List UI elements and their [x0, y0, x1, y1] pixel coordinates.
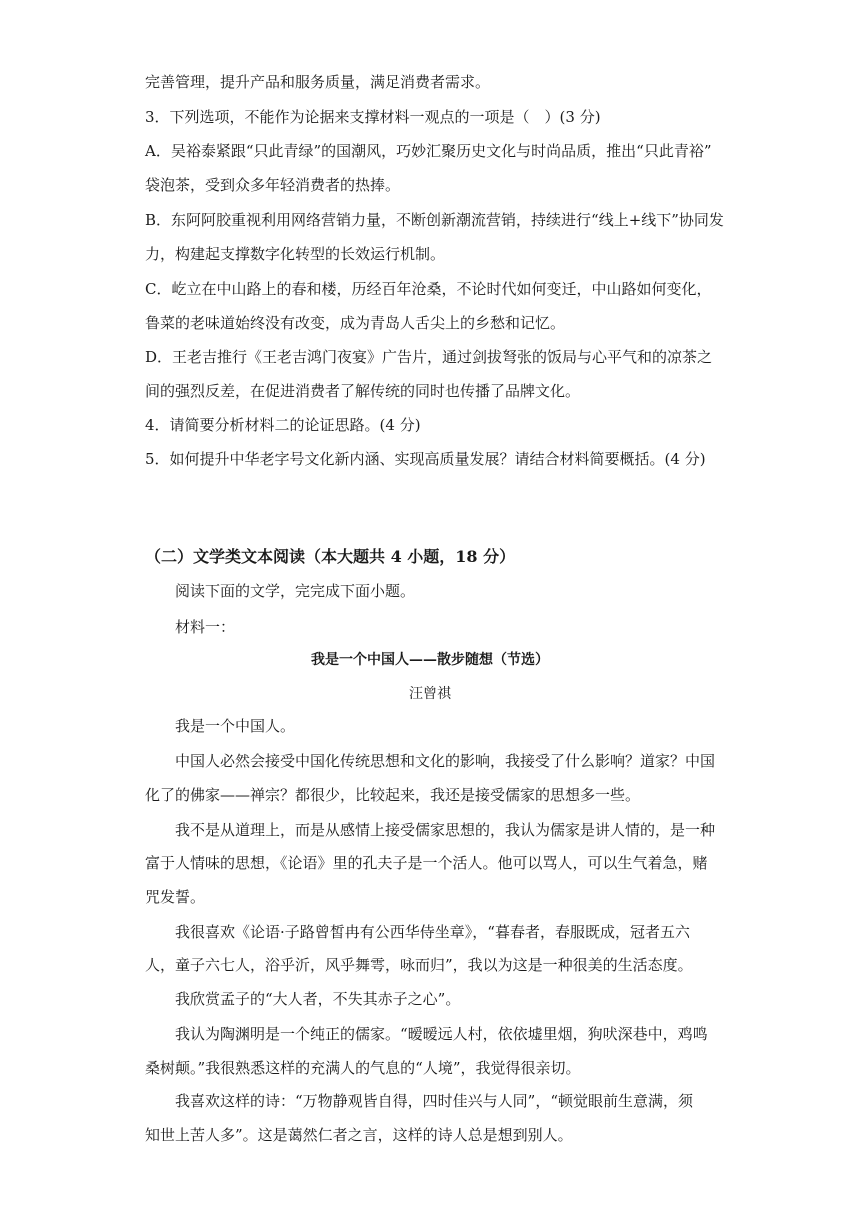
paragraph-6-line1: 我认为陶渊明是一个纯正的儒家。“暧暧远人村，依依墟里烟，狗吠深巷中，鸡鸣 — [175, 1025, 708, 1043]
article-author: 汪曾祺 — [409, 686, 451, 702]
option-c-line1: C．屹立在中山路上的春和楼，历经百年沧桑，不论时代如何变迁，中山路如何变化， — [145, 280, 712, 298]
option-d-line2: 间的强烈反差，在促进消费者了解传统的同时也传播了品牌文化。 — [145, 382, 581, 400]
paragraph-6-line2: 桑树颠。”我很熟悉这样的充满人的气息的“人境”，我觉得很亲切。 — [145, 1059, 581, 1077]
paragraph-3-line1: 我不是从道理上，而是从感情上接受儒家思想的，我认为儒家是讲人情的，是一种 — [175, 821, 716, 839]
option-b-line2: 力，构建起支撑数字化转型的长效运行机制。 — [145, 245, 446, 263]
paragraph-1: 我是一个中国人。 — [175, 717, 296, 735]
option-a-line1: A．吴裕泰紧跟“只此青绿”的国潮风，巧妙汇聚历史文化与时尚品质，推出“只此青裕” — [145, 142, 712, 160]
question-continuation: 完善管理，提升产品和服务质量，满足消费者需求。 — [145, 73, 491, 91]
article-title: 我是一个中国人——散步随想（节选） — [311, 652, 549, 668]
paragraph-3-line2: 富于人情味的思想，《论语》里的孔夫子是一个活人。他可以骂人，可以生气着急，赌 — [145, 854, 708, 872]
question-4: 4．请简要分析材料二的论证思路。(4 分) — [145, 416, 421, 434]
option-d-line1: D．王老吉推行《王老吉鸿门夜宴》广告片，通过剑拔弩张的饭局与心平气和的凉茶之 — [145, 348, 713, 366]
option-b-line1: B．东阿阿胶重视利用网络营销力量，不断创新潮流营销，持续进行“线上+线下”协同发 — [145, 211, 724, 229]
paragraph-7-line1: 我喜欢这样的诗：“万物静观皆自得，四时佳兴与人同”，“顿觉眼前生意满，须 — [175, 1092, 694, 1110]
option-a-line2: 袋泡茶，受到众多年轻消费者的热捧。 — [145, 176, 401, 194]
paragraph-7-line2: 知世上苦人多”。这是蔼然仁者之言，这样的诗人总是想到别人。 — [145, 1126, 573, 1144]
material-label: 材料一： — [175, 618, 236, 636]
paragraph-4-line2: 人，童子六七人，浴乎沂，风乎舞雩，咏而归”，我以为这是一种很美的生活态度。 — [145, 956, 693, 974]
question-3: 3．下列选项，不能作为论据来支撑材料一观点的一项是（ ）(3 分) — [145, 108, 601, 126]
section-title: （二）文学类文本阅读（本大题共 4 小题，18 分） — [145, 547, 516, 566]
paragraph-2-line1: 中国人必然会接受中国化传统思想和文化的影响，我接受了什么影响？道家？中国 — [175, 752, 716, 770]
question-5: 5．如何提升中华老字号文化新内涵、实现高质量发展？请结合材料简要概括。(4 分) — [145, 450, 706, 468]
section-instruction: 阅读下面的文学，完完成下面小题。 — [175, 582, 416, 600]
paragraph-3-line3: 咒发誓。 — [145, 888, 206, 906]
paragraph-4-line1: 我很喜欢《论语·子路曾皙冉有公西华侍坐章》，“暮春者，春服既成，冠者五六 — [175, 923, 690, 941]
paragraph-5: 我欣赏孟子的“大人者，不失其赤子之心”。 — [175, 990, 461, 1008]
option-c-line2: 鲁菜的老味道始终没有改变，成为青岛人舌尖上的乡愁和记忆。 — [145, 314, 566, 332]
paragraph-2-line2: 化了的佛家——禅宗？都很少，比较起来，我还是接受儒家的思想多一些。 — [145, 786, 641, 804]
